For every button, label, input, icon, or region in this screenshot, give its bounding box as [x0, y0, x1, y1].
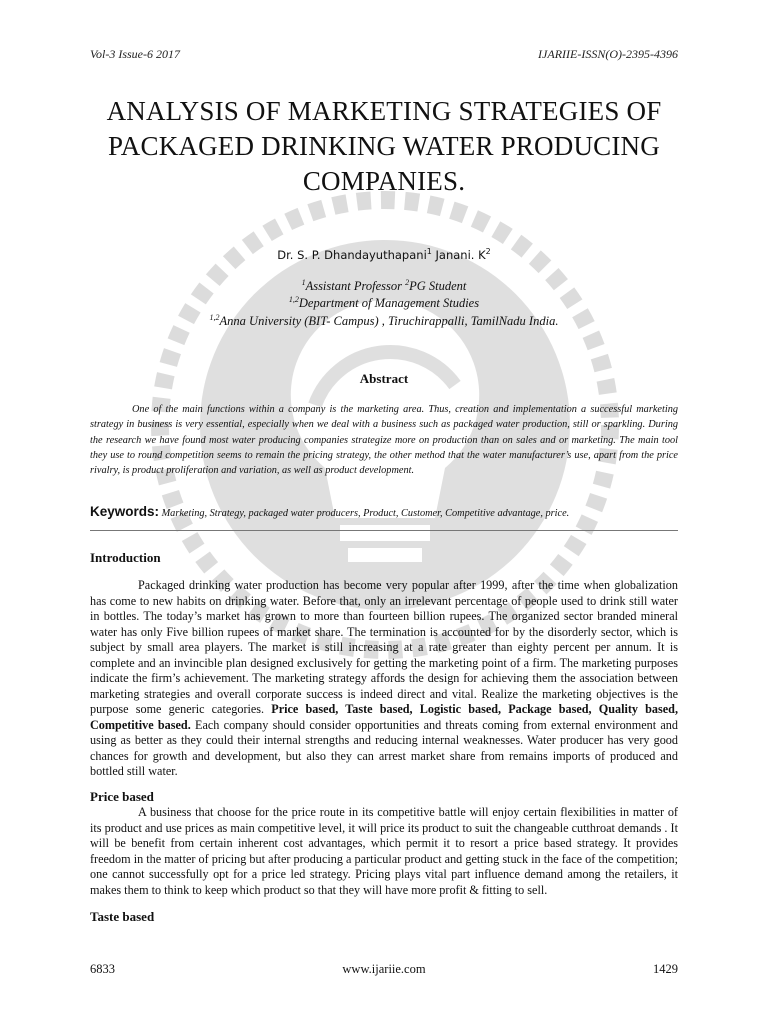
price-based-paragraph: A business that choose for the price route in its competitive battle will enjoy certain flexibilities in matter of its product and use prices as main competitive level, it will price its product to suit the changeable cutthroat demands . It will be benefit from certain inherent cost advantages, which permit it to resort a price based strategy. It provides freedom in the matter of pricing but after producing a particular product and getting stuck in the face of the competition; one cannot successfully opt for a price led strategy. Pricing plays vital part influence demand among the retailers, it makes them to think to keep which product so that they will have more profit & fitting to sell.: [90, 805, 678, 897]
intro-text: Each company should consider opportunities and threats coming from external environment and using as better as they could their internal strengths and reducing internal weaknesses. Water producer has very good chances for growth and development, but also they can arrest market share from remains imports of produced and bottled still water.: [90, 717, 678, 778]
author-sup: 1: [426, 247, 432, 256]
affiliation-sup: 1,2: [288, 295, 299, 304]
keywords-line: [90, 504, 678, 519]
affiliation-text: PG Student: [409, 279, 467, 294]
affiliation-sup: 2: [405, 278, 410, 287]
intro-bold-text: Price based, Taste based, Logistic based, Package based, Quality based, Competitive based.: [90, 702, 679, 732]
introduction-paragraph: [90, 578, 678, 780]
footer-page-number: 1429: [653, 962, 678, 976]
abstract-text: One of the main functions within a company is the marketing area. Thus, creation and implementation a successful marketing strategy in business is very essential, especially when we deal with a business such as packaged water production, still or sparkling. During the research we have found most water producing companies strategize more on production than on sales and or marketing. The main tool they use to round competition seems to remain the pricing strategy, the other method that the water manufacturer’s use, apart from the price rivalry, is product proliferation and variation, as well as product development.: [90, 404, 678, 477]
affiliation-text: Department of Management Studies: [298, 296, 480, 311]
author-name: Janani. K: [435, 247, 486, 262]
footer-paper-id: 6833: [90, 962, 115, 976]
author-line: [90, 247, 678, 262]
affiliation-sup: 1: [301, 278, 306, 287]
paper-title: ANALYSIS OF MARKETING STRATEGIES OF PACKAGED DRINKING WATER PRODUCING COMPANIES.: [106, 96, 662, 196]
footer-website: www.ijariie.com: [342, 962, 426, 976]
section-divider: [90, 530, 678, 531]
author-name: Dr. S. P. Dhandayuthapani: [277, 247, 427, 262]
author-sup: 2: [485, 247, 491, 256]
header-volume-issue: Vol-3 Issue-6 2017: [90, 47, 180, 61]
affiliation-line: [90, 313, 678, 329]
taste-based-heading: Taste based: [90, 909, 155, 924]
price-based-heading: Price based: [90, 789, 154, 804]
affiliation-line: [90, 278, 678, 294]
affiliation-line: [90, 295, 678, 311]
abstract-heading: Abstract: [359, 371, 409, 386]
keywords-label: Keywords:: [90, 504, 160, 519]
introduction-heading: Introduction: [90, 550, 161, 565]
header-issn: IJARIIE-ISSN(O)-2395-4396: [538, 47, 678, 61]
keywords-text: Marketing, Strategy, packaged water producers, Product, Customer, Competitive advantage, price.: [161, 508, 570, 519]
intro-text: Packaged drinking water production has become very popular after 1999, after the time when globalization has come to new habits on drinking water. Before that, only an irrelevant percentage of people used to drink still water in bottles. The today’s market has grown to more than fourteen billion rupees. The organized sector branded mineral water has only Five billion rupees of market share. The termination is accounted for by the disorderly sector, which is subject by small area players. The market is still increasing at a rate greater than eighty percent per annum. It is complete and an invincible plan designed exclusively for getting the marketing point of a firm. The marketing purposes indicate the firm’s achievement. The marketing strategy affords the design for achieving them the association between marketing strategies and overall corporate success is indeed direct and vital. Realize the marketing objectives is the purpose some generic categories.: [90, 578, 678, 716]
affiliation-text: Assistant Professor: [305, 279, 406, 294]
affiliation-sup: 1,2: [209, 313, 220, 322]
affiliation-text: Anna University (BIT- Campus) , Tiruchirappalli, TamilNadu India.: [219, 314, 559, 329]
